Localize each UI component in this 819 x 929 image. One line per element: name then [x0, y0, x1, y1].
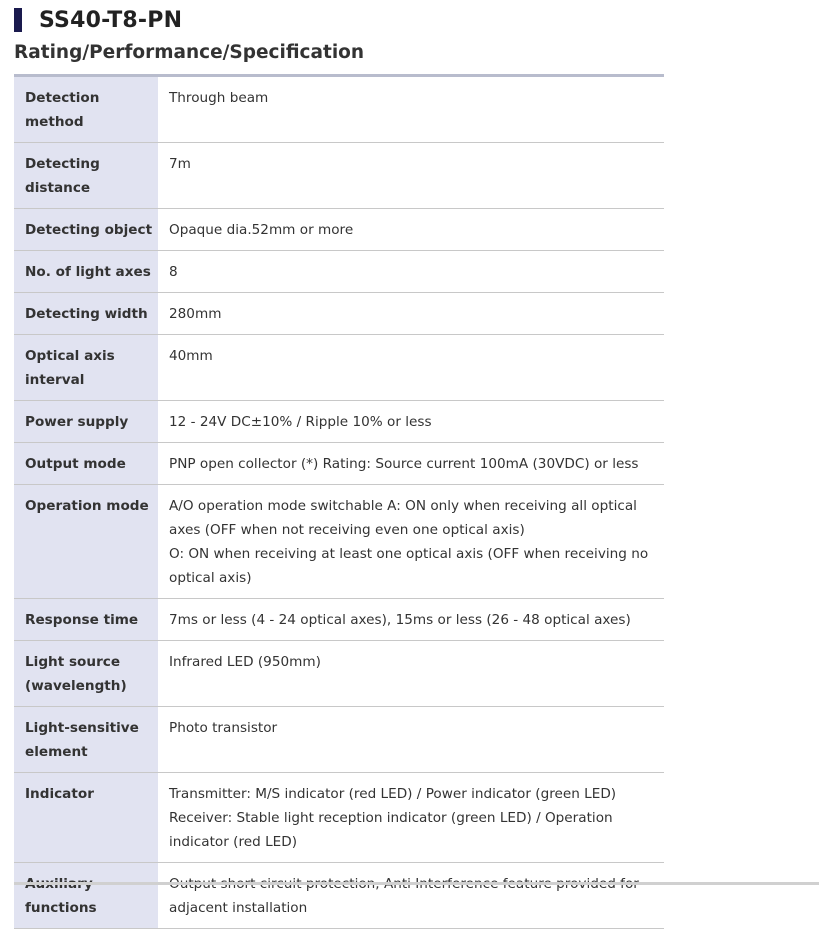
spec-value-line: Infrared LED (950mm) — [169, 654, 321, 670]
spec-value-line: adjacent installation — [169, 900, 308, 916]
spec-value-line: 7m — [169, 156, 191, 172]
spec-value — [158, 863, 664, 929]
spec-label: Optical axis interval — [14, 335, 158, 401]
spec-row — [14, 485, 664, 599]
spec-value-line: A/O operation mode switchable A: ON only when receiving all optical axes (OFF when not receiving even one optical axis) — [169, 498, 637, 538]
spec-label: Light-sensitive element — [14, 707, 158, 773]
spec-value — [158, 209, 664, 251]
spec-value-line: 40mm — [169, 348, 213, 364]
spec-label: functions — [14, 863, 158, 929]
spec-value — [158, 251, 664, 293]
spec-label: Response time — [14, 599, 158, 641]
spec-row — [14, 863, 664, 929]
spec-row — [14, 143, 664, 209]
spec-label: Detecting object — [14, 209, 158, 251]
spec-label: Power supply — [14, 401, 158, 443]
spec-label: Detecting width — [14, 293, 158, 335]
spec-value-line: Opaque dia.52mm or more — [169, 222, 354, 238]
spec-label: No. of light axes — [14, 251, 158, 293]
spec-value-line: Receiver: Stable light reception indicator (green LED) / Operation indicator (red LED) — [169, 810, 613, 850]
spec-row — [14, 293, 664, 335]
spec-value-line: 7ms or less (4 - 24 optical axes), 15ms or less (26 - 48 optical axes) — [169, 612, 631, 628]
spec-label: Detection method — [14, 76, 158, 143]
spec-value-line: 12 - 24V DC±10% / Ripple 10% or less — [169, 414, 432, 430]
title-accent-bar — [14, 8, 22, 32]
spec-value-line: O: ON when receiving at least one optical axis (OFF when receiving no optical axis) — [169, 546, 649, 586]
spec-value — [158, 293, 664, 335]
spec-row — [14, 401, 664, 443]
spec-row — [14, 773, 664, 863]
spec-table-body — [14, 76, 664, 929]
spec-label: Light source (wavelength) — [14, 641, 158, 707]
spec-value — [158, 599, 664, 641]
spec-value — [158, 401, 664, 443]
spec-value — [158, 443, 664, 485]
spec-table — [14, 74, 664, 929]
spec-value-line: 8 — [169, 264, 178, 280]
spec-value-line: PNP open collector (*) Rating: Source current 100mA (30VDC) or less — [169, 456, 639, 472]
spec-value — [158, 76, 664, 143]
product-title-row — [14, 6, 182, 34]
spec-row — [14, 641, 664, 707]
spec-label: Indicator — [14, 773, 158, 863]
spec-value-line: Through beam — [169, 90, 269, 106]
spec-value-line: Photo transistor — [169, 720, 278, 736]
spec-value — [158, 485, 664, 599]
spec-value — [158, 641, 664, 707]
spec-label: Output mode — [14, 443, 158, 485]
spec-value-line: Transmitter: M/S indicator (red LED) / Power indicator (green LED) — [169, 786, 617, 802]
spec-row — [14, 443, 664, 485]
section-heading: Rating/Performance/Specification — [14, 42, 365, 63]
spec-value-line: 280mm — [169, 306, 222, 322]
bottom-divider — [14, 882, 819, 885]
spec-label: Detecting distance — [14, 143, 158, 209]
spec-row — [14, 251, 664, 293]
spec-row — [14, 76, 664, 143]
spec-label: Operation mode — [14, 485, 158, 599]
spec-row — [14, 335, 664, 401]
spec-row — [14, 599, 664, 641]
product-title: SS40-T8-PN — [39, 7, 183, 33]
spec-value — [158, 773, 664, 863]
spec-value — [158, 707, 664, 773]
spec-row — [14, 707, 664, 773]
spec-row — [14, 209, 664, 251]
spec-value — [158, 143, 664, 209]
spec-value — [158, 335, 664, 401]
